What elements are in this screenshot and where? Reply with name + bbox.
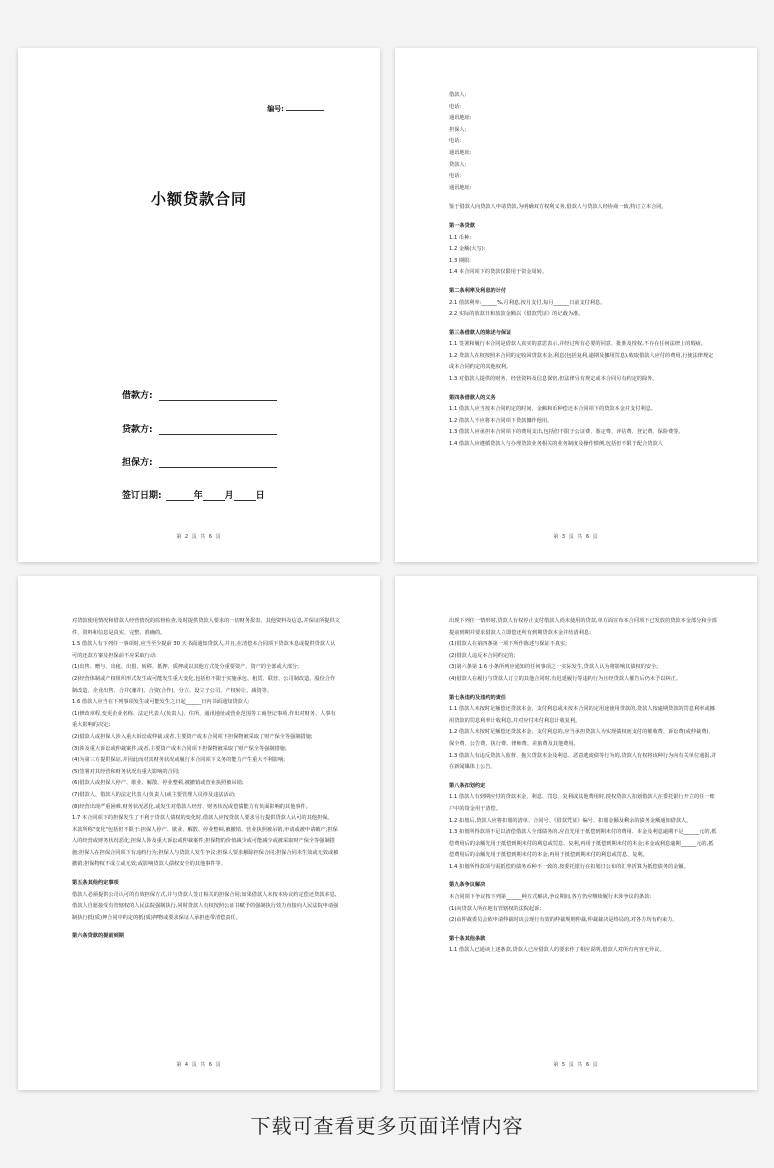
paragraph: 1.6 借款人应当在下列事项发生或可能发生之日起______日内书面通知贷款人: bbox=[72, 699, 250, 706]
page-footer: 第 3 页 共 6 页 bbox=[553, 534, 599, 540]
contract-number bbox=[267, 104, 324, 114]
month-label: 月 bbox=[224, 491, 234, 501]
download-caption: 下载可查看更多页面详情内容 bbox=[250, 1114, 524, 1138]
intro-paragraph: 鉴于借款人向贷款人申请贷款,为明确双方权利义务,借款人与贷款人经协商一致,特订立本合同。 bbox=[449, 204, 667, 211]
clause: 1.1 签署和履行本合同是借款人真实的意思表示,并经过所有必要的同意、批准及授权,不存在任何法律上的瑕疵。 bbox=[449, 341, 707, 348]
clause: (1)向贷款人所在地有管辖权的法院起诉; bbox=[449, 905, 542, 912]
page-5-body bbox=[449, 616, 717, 957]
clause: 1.1 借款人已通读上述条款,贷款人已应借款人的要求作了相应说明,借款人对所有内容无异议。 bbox=[449, 947, 665, 954]
paragraph: (4)为第三方提供保证,并因此而对其财务状况或履行本合同项下义务的能力产生重大不利影响; bbox=[72, 757, 286, 764]
section-title: 第二条利率及利息的计付 bbox=[449, 287, 507, 294]
borrower-label: 借款方: bbox=[122, 391, 153, 401]
lender-line bbox=[159, 426, 277, 435]
section-title: 第四条借款人的义务 bbox=[449, 394, 496, 401]
page-footer: 第 4 页 共 6 页 bbox=[176, 1062, 222, 1068]
borrower-line bbox=[159, 392, 277, 401]
clause: 1.4 扣划所得款项与需抵偿的债务币种不一致的,按委托银行在扣划日公布的汇率折算为抵偿债务的金额。 bbox=[449, 863, 689, 870]
info-line: 电话: bbox=[449, 138, 462, 145]
sign-date-row bbox=[122, 488, 265, 501]
clause: 1.2 金额(大写): bbox=[449, 246, 486, 253]
contract-title: 小额贷款合同 bbox=[150, 190, 247, 208]
year-label: 年 bbox=[193, 491, 203, 501]
clause: 1.1 借款人有到期应付的贷款本金、利息、罚息、复利或其他费用时,授权贷款人扣划借款人在委托银行开立的任一账户中的资金用于清偿。 bbox=[449, 794, 715, 812]
year-blank bbox=[166, 492, 194, 501]
clause: 1.3 对借款人提供的财务、经营资料及信息保密,但法律另有规定或本合同另有约定的除外。 bbox=[449, 376, 658, 383]
sign-date-label: 签订日期: bbox=[122, 491, 162, 501]
paragraph: (2)借款人违反本合同约定的; bbox=[449, 652, 516, 659]
paragraph: 借款人必须提供公司认可的有效担保方式,并与贷款人签订相关的担保合同;如果借款人未按本协议约定偿还贷款本息,借款人自愿接受有管辖权的人民法院强制执行,同时贷款人有权按照公证书赋予的强制执行效力直接向人民法院申请强制执行抵(质)押合同中约定的抵(质)押物或要求保证人承担连带清偿责任。 bbox=[72, 891, 339, 921]
clause: 1.1 币种: bbox=[449, 234, 472, 241]
clause: (2)由仲裁委员会依申请仲裁时该会现行有效的仲裁规则仲裁,仲裁裁决是终局的,对各方均有约束力。 bbox=[449, 917, 678, 924]
page-footer: 第 5 页 共 6 页 bbox=[553, 1062, 599, 1068]
info-line: 通讯地址: bbox=[449, 149, 472, 156]
page-3 bbox=[395, 48, 757, 562]
clause: 1.1 借款人未按时足额偿还贷款本金、支付利息或未按本合同的定用途使用贷款的,贷款人按逾期贷款的罚息利率或挪用贷款的罚息利率计收利息,并对应付未付利息计收复利。 bbox=[449, 706, 715, 724]
paragraph: (6)借款人或担保人停产、歇业、解散、停业整顿,被撤销或营业执照被吊销; bbox=[72, 780, 244, 787]
paragraph: (3)第六条第 1.6 小条所列应通知的任何事项之一实际发生,贷款人认为将影响其债权的安全; bbox=[449, 664, 659, 671]
paragraph: (5)签署对其经营和财务状况有重大影响的合同; bbox=[72, 768, 180, 775]
paragraph: (1)出售、赠与、出租、出借、转移、抵押、质押或以其他方式处分重要资产、资产的全部或大部分; bbox=[72, 664, 299, 671]
clause: 1.3 借款人有违反贷款人监督、拖欠贷款本金及利息、恶意逃废债等行为的,贷款人有权将该种行为向有关单位通报,并在新闻媒体上公告。 bbox=[449, 752, 717, 771]
info-line: 担保人: bbox=[449, 126, 467, 133]
contract-number-label: 编号: bbox=[267, 105, 284, 113]
section-title: 第七条违约及违约的责任 bbox=[449, 694, 507, 701]
info-line: 电话: bbox=[449, 103, 462, 110]
clause: 2.2 实际的放款日和放款金额以《借款凭证》的记载为准。 bbox=[449, 311, 584, 318]
info-line: 通讯地址: bbox=[449, 184, 472, 191]
info-line: 通讯地址: bbox=[449, 115, 472, 122]
section-title: 第一条贷款 bbox=[449, 222, 475, 229]
month-blank bbox=[203, 492, 225, 501]
section-title: 第九条争议解决 bbox=[449, 882, 486, 889]
clause: 1.4 本合同项下的贷款仅限用于资金周转。 bbox=[449, 269, 548, 276]
guarantor-line bbox=[159, 459, 277, 468]
page-4 bbox=[18, 576, 380, 1090]
paragraph: 对贷款使用情况和借款人经营情况的监督检查,及时提供贷款人要求的一切财务报表、其他资料及信息,并保证所提供文件、资料和信息是真实、完整、准确的。 bbox=[72, 618, 340, 636]
lender-label: 贷款方: bbox=[122, 425, 153, 435]
section-title: 第五条其他约定事项 bbox=[72, 880, 119, 887]
guarantor-label: 担保方: bbox=[122, 458, 153, 468]
guarantor-row bbox=[122, 455, 277, 468]
contract-number-blank bbox=[286, 110, 324, 111]
section-title: 第六条贷款的提前到期 bbox=[72, 933, 124, 940]
info-line: 借款人: bbox=[449, 92, 467, 98]
paragraph: 本款所称"变化"包括但不限于:担保人停产、歇业、解散、停业整顿,被撤销、营业执照被吊销,申请或被申请破产;担保人的经营或财务状况恶化;担保人涉及重大诉讼或仲裁案件;担保物的价值减少或可能减少或被采取财产保全等强制措施;担保人在担保合同项下有违约行为;担保人与贷款人发生争议;担保人要求解除担保合同;担保合同未生效或无效或被撤销;担保物权不成立或无效;或影响贷款人债权安全的其他事件等。 bbox=[72, 826, 339, 868]
clause: 1.3 期限: bbox=[449, 257, 472, 264]
info-line: 电话: bbox=[449, 173, 462, 180]
section-title: 第八条扣划约定 bbox=[449, 782, 486, 789]
page-footer: 第 2 页 共 6 页 bbox=[176, 534, 222, 540]
page-4-body bbox=[72, 616, 340, 943]
clause: 2.1 借款利率:______%,月利息,按月支付,每月______日前支付利息。 bbox=[449, 299, 606, 306]
paragraph: (2)经营体制或产权组织形式发生或可能发生重大变化,包括但不限于实施承包、租赁、联营、公司制改造、股份合作制改造、企业出售、合并(兼并)、合资(合作)、分立、设立子公司、产权转让、减资等。 bbox=[72, 675, 336, 694]
paragraph: 1.5 借款人有下列任一事项时,应当至少提前 30 天书面通知贷款人,并且,在清偿本合同项下贷款本息或提供贷款人认可的还款方案及担保前不应采取行动: bbox=[72, 641, 336, 659]
clause: 1.4 借款人应遵循贷款人与办理贷款业务相关的业务制度及操作惯例,包括但不限于配合贷款人 bbox=[449, 441, 663, 448]
lender-row bbox=[122, 422, 277, 435]
paragraph: (1)借款人在第四条第一项下所作陈述与保证不真实; bbox=[449, 641, 568, 648]
paragraph: 出现下列任一情形时,贷款人有权停止支付借款人尚未使用的贷款,单方面宣布本合同项下已发放的贷款本金部分和全部提前到期并要求借款人立即偿还所有到期贷款本金并结清利息: bbox=[449, 618, 717, 636]
clause: 1.2 借款人不应将本合同项下贷款挪作他用。 bbox=[449, 417, 553, 424]
clause: 1.1 借款人应当按本合同约定的时间、金额和币种偿还本合同项下的贷款本金并支付利息。 bbox=[449, 406, 657, 413]
borrower-row bbox=[122, 388, 277, 401]
info-line: 贷款人: bbox=[449, 161, 467, 168]
clause: 1.2 借款人未按时足额偿还贷款本金、支付利息的,应当承担贷款人为实现债权而支付的催收费、诉讼费(或仲裁费)、保全费、公告费、执行费、律师费、差旅费及其他费用。 bbox=[449, 729, 714, 747]
section-title: 第十条其他条款 bbox=[449, 935, 486, 942]
day-label: 日 bbox=[255, 491, 265, 501]
paragraph: (2)借款人或担保人涉入重大诉讼或仲裁,或者,主要资产或本合同项下担保物被采取了财产保全等强制措施; bbox=[72, 733, 313, 740]
clause: 1.2 贷款人在权按照本合同的定收回贷款本金,利息(包括复利,逾期及挪用罚息),收取借款人应付的费用,行使法律规定或本合同约定的其他权利。 bbox=[449, 352, 714, 371]
party-info-lines bbox=[449, 90, 717, 194]
paragraph: 1.7 本合同项下的担保发生了不利于贷款人债权的变化时,借款人应按贷款人要求另行提供贷款人认可的其他担保。 bbox=[72, 815, 333, 822]
page-cover bbox=[18, 48, 380, 562]
page-3-body bbox=[449, 90, 717, 451]
paragraph: (7)借款人、借款人的法定代表人(负责人)或主要管理人员涉及违法活动; bbox=[72, 791, 236, 798]
paragraph: (3)涉及重大诉讼或仲裁案件,或者,主要资产或本合同项下担保物被采取了财产保全等强制措施; bbox=[72, 745, 287, 752]
clause: 本合同项下争议按下列第______种方式解决,争议期间,各方仍应继续履行未涉争议的条款: bbox=[449, 894, 652, 901]
paragraph: (8)经营出现严重困难,财务状况恶化,或发生对借款人经营、财务状况或偿债能力有负面影响的其他事件。 bbox=[72, 803, 311, 810]
day-blank bbox=[234, 492, 256, 501]
paragraph: (1)修改章程,变更企业名称、法定代表人(负责人)、住所、通讯地址或营业范围等工商登记事项,作出对财务、人事有重大影响的决定; bbox=[72, 710, 336, 729]
clause: 1.3 借款人应承担本合同项下的费用支出,包括但不限于公证费、鉴定费、评估费、登记费、保险费等。 bbox=[449, 429, 684, 436]
page-5 bbox=[395, 576, 757, 1090]
paragraph: (4)借款人在履行与贷款人订立的其他合同时,有迟延履行等违约行为且经贷款人催告后仍未予以纠正。 bbox=[449, 675, 682, 682]
clause: 1.2 扣划后,贷款人应将扣划的清单、合同号、《借款凭证》编号、扣划金额及剩余的债务金额通知借款人。 bbox=[449, 817, 692, 824]
clause: 1.3 扣划所得款项不足以清偿借款人全部债务的,应首先用于抵偿到期未付的费用、本金及利息逾期不足______元的,抵偿费用后的余额先用于抵偿到期未付的利息或罚息、复利,再用于抵偿到期未付的本金;本金或利息逾期______元的,抵偿费用后的余额先用于抵偿到期未付的本金,再用于抵偿到期未付的利息或罚息、复利。 bbox=[449, 829, 717, 859]
section-title: 第三条借款人的陈述与保证 bbox=[449, 329, 512, 336]
